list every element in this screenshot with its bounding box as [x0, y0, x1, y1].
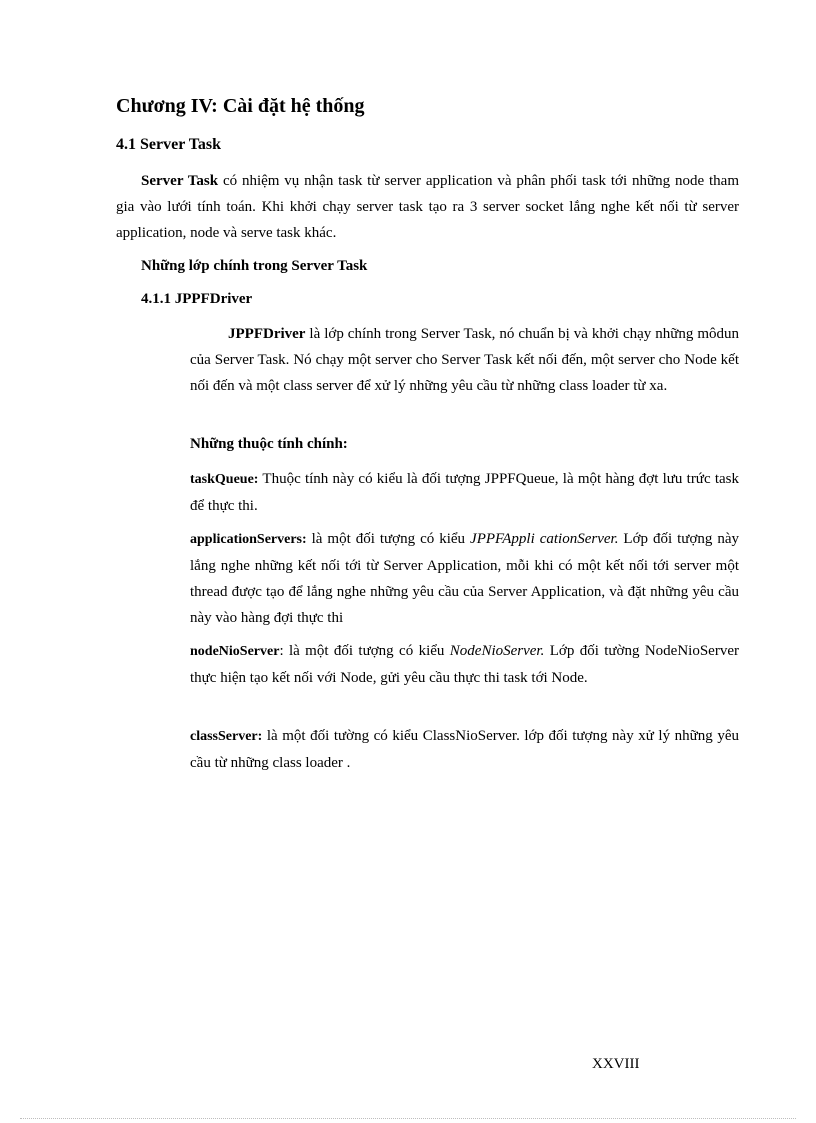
intro-term: Server Task	[141, 173, 219, 189]
intro-text: có nhiệm vụ nhận task từ server application và phân phối task tới những node tham gia vào lưới tính toán. Khi khởi chạy server task tạo ra 3 server socket lắng nghe kết nối từ server application, node và serve task khác.	[116, 173, 739, 241]
task-queue-paragraph	[190, 466, 739, 519]
chapter-title: Chương IV: Cài đặt hệ thống	[116, 95, 365, 117]
application-servers-text-before: là một đối tượng có kiểu	[306, 531, 471, 547]
node-nio-server-text-after: Lớp đối tường NodeNioServer thực hiện tạo kết nối với Node, gửi yêu cầu thực thi task tới Node.	[190, 643, 739, 686]
node-nio-server-type: NodeNioServer.	[449, 643, 545, 659]
class-server-paragraph	[190, 723, 739, 776]
task-queue-term: taskQueue:	[190, 472, 259, 487]
class-server-text: là một đối tường có kiểu ClassNioServer. lớp đối tượng này xử lý những yêu cầu từ những class loader .	[190, 728, 739, 771]
application-servers-term: applicationServers:	[190, 532, 307, 547]
intro-paragraph	[116, 168, 739, 246]
application-servers-paragraph	[190, 526, 739, 631]
task-queue-text: Thuộc tính này có kiểu là đối tượng JPPFQueue, là một hàng đợt lưu trức task để thực thi.	[190, 471, 739, 514]
page-number: XXVIII	[592, 1056, 640, 1072]
driver-term: JPPFDriver	[228, 326, 306, 342]
driver-paragraph	[190, 321, 739, 399]
subsection-title: 4.1.1 JPPFDriver	[141, 291, 253, 307]
application-servers-type: JPPFAppli cationServer.	[470, 531, 619, 547]
main-classes-heading: Những lớp chính trong Server Task	[141, 258, 368, 274]
node-nio-server-term: nodeNioServer	[190, 644, 280, 659]
footer-divider	[20, 1118, 796, 1119]
attributes-heading: Những thuộc tính chính:	[190, 436, 348, 452]
node-nio-server-paragraph	[190, 638, 739, 691]
node-nio-server-text-before: : là một đối tượng có kiểu	[279, 643, 450, 659]
driver-text: là lớp chính trong Server Task, nó chuẩn bị và khởi chạy những môdun của Server Task. Nó chạy một server cho Server Task kết nối đến, một server cho Node kết nối đến và một class server để xử lý những yêu cầu từ những class loader từ xa.	[190, 326, 739, 394]
class-server-term: classServer:	[190, 729, 263, 744]
section-title: 4.1 Server Task	[116, 136, 222, 153]
application-servers-text-after: Lớp đối tượng này lắng nghe những kết nối tới từ Server Application, mỗi khi có một kết nối tới server một thread được tạo để lắng nghe những yêu cầu của Server Application, và đặt những yêu cầu này vào hàng đợi thực thi	[190, 531, 740, 626]
